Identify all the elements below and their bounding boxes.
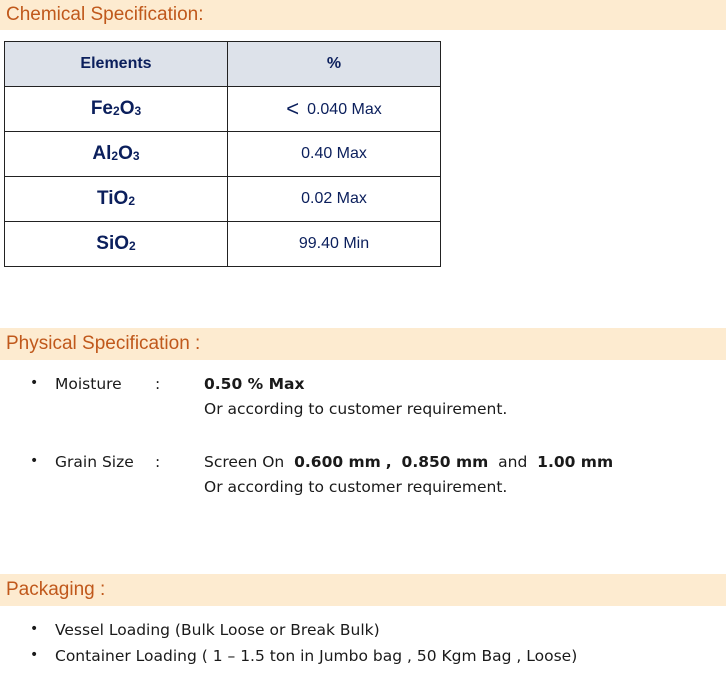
chemical-specification-heading: Chemical Specification: [0,0,726,30]
packaging-item-container: Container Loading ( 1 – 1.5 ton in Jumbo bag , 50 Kgm Bag , Loose) [55,647,578,665]
less-than-symbol: < [286,96,300,121]
elements-column-header: Elements [5,42,228,87]
table-header-row [5,42,441,87]
physical-specification-heading: Physical Specification : [0,328,726,360]
moisture-label: Moisture [55,375,122,393]
bullet-icon: • [30,375,39,391]
bullet-icon: • [30,453,39,469]
element-cell: SiO$_2$ [5,222,228,267]
bullet-icon: • [30,621,39,637]
value-cell: 0.02 Max [228,177,441,222]
grain-size-value: Screen On 0.600 mm , 0.850 mm and 1.00 mm [204,453,614,471]
bullet-icon: • [30,647,39,663]
grain-size-colon: : [155,453,161,471]
grain-size-note: Or according to customer requirement. [204,478,508,496]
chemical-specification-table [4,41,441,267]
element-cell: TiO$_2$ [5,177,228,222]
grain-size-label: Grain Size [55,453,134,471]
table-row [5,87,441,132]
packaging-heading: Packaging : [0,574,726,606]
value-cell: 0.40 Max [228,132,441,177]
table-row [5,177,441,222]
element-cell: $Fe_2O_3$ [5,87,228,132]
moisture-note: Or according to customer requirement. [204,400,508,418]
packaging-item-vessel: Vessel Loading (Bulk Loose or Break Bulk) [55,621,380,639]
element-cell: $Al_2O_3$ [5,132,228,177]
table-row [5,222,441,267]
moisture-colon: : [155,375,161,393]
value-cell: 99.40 Min [228,222,441,267]
value-cell: < 0.040 Max [228,87,441,132]
percent-column-header: % [228,42,441,87]
table-row [5,132,441,177]
moisture-value: 0.50 % Max [204,375,305,393]
